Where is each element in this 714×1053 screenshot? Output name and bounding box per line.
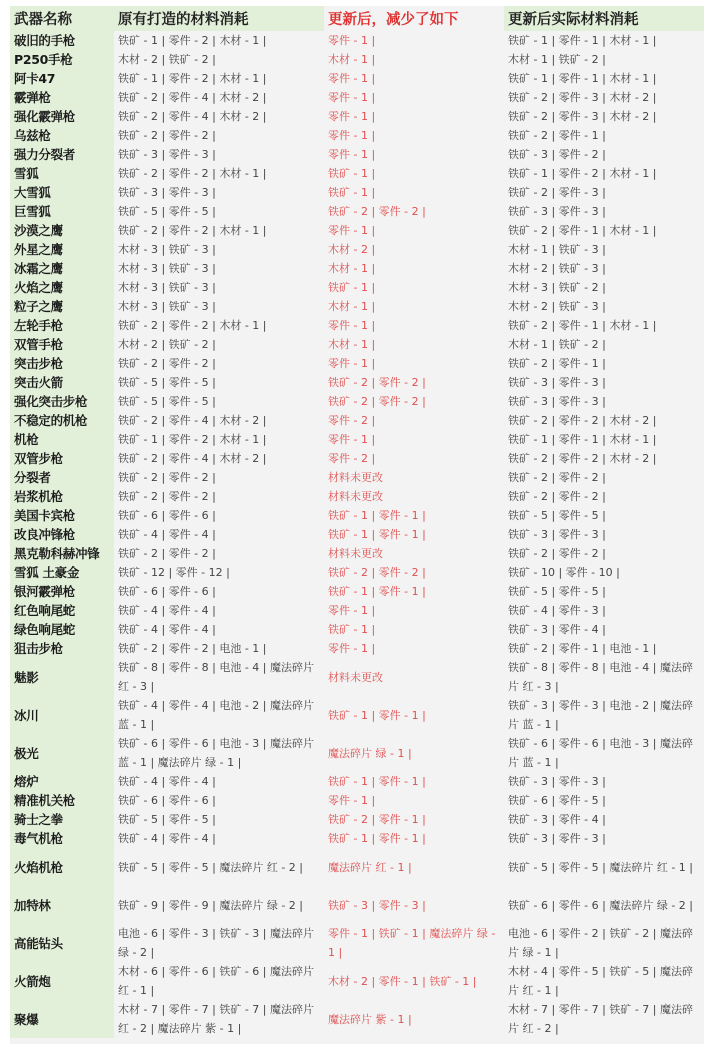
- weapon-name-cell: 阿卡47: [10, 69, 114, 88]
- reduced-cost-cell: 铁矿 - 2 | 零件 - 2 |: [328, 205, 426, 218]
- weapon-name-cell: 左轮手枪: [10, 316, 114, 335]
- reduced-cost-cell: 铁矿 - 1 | 零件 - 1 |: [328, 528, 426, 541]
- weapon-name-cell: 突击火箭: [10, 373, 114, 392]
- original-cost-cell: 铁矿 - 2 | 零件 - 2 | 木材 - 1 |: [118, 167, 267, 180]
- table-row: [10, 373, 704, 392]
- original-cost-cell: 铁矿 - 4 | 零件 - 4 | 电池 - 2 | 魔法碎片 蓝 - 1 |: [118, 699, 314, 731]
- original-cost-cell: 铁矿 - 2 | 零件 - 2 |: [118, 547, 216, 560]
- original-cost-cell: 铁矿 - 5 | 零件 - 5 |: [118, 813, 216, 826]
- table-row: [10, 69, 704, 88]
- table-row: [10, 487, 704, 506]
- table-row: [10, 601, 704, 620]
- weapon-name-cell: 破旧的手枪: [10, 31, 114, 50]
- actual-cost-cell: 铁矿 - 2 | 零件 - 3 | 木材 - 2 |: [508, 91, 657, 104]
- reduced-cost-cell: 零件 - 1 |: [328, 319, 376, 332]
- reduced-cost-cell: 零件 - 1 |: [328, 642, 376, 655]
- original-cost-cell: 铁矿 - 12 | 零件 - 12 |: [118, 566, 230, 579]
- table-row: [10, 563, 704, 582]
- original-cost-cell: 木材 - 3 | 铁矿 - 3 |: [118, 281, 216, 294]
- actual-cost-cell: 铁矿 - 2 | 零件 - 1 |: [508, 357, 606, 370]
- original-cost-cell: 铁矿 - 1 | 零件 - 2 | 木材 - 1 |: [118, 34, 267, 47]
- table-row: [10, 582, 704, 601]
- actual-cost-cell: 木材 - 1 | 铁矿 - 3 |: [508, 243, 606, 256]
- original-cost-cell: 铁矿 - 3 | 零件 - 3 |: [118, 148, 216, 161]
- actual-cost-cell: 铁矿 - 1 | 零件 - 1 | 木材 - 1 |: [508, 72, 657, 85]
- actual-cost-cell: 铁矿 - 3 | 零件 - 3 |: [508, 528, 606, 541]
- original-cost-cell: 木材 - 3 | 铁矿 - 3 |: [118, 262, 216, 275]
- weapon-name-cell: 雪狐 土豪金: [10, 563, 114, 582]
- reduced-cost-cell: 铁矿 - 2 | 零件 - 2 |: [328, 376, 426, 389]
- actual-cost-cell: 铁矿 - 6 | 零件 - 6 | 魔法碎片 绿 - 2 |: [508, 898, 693, 912]
- original-cost-cell: 铁矿 - 2 | 零件 - 4 | 木材 - 2 |: [118, 91, 267, 104]
- original-cost-cell: 木材 - 7 | 零件 - 7 | 铁矿 - 7 | 魔法碎片 红 - 2 | 魔法碎片 紫 - 1 |: [118, 1003, 314, 1035]
- actual-cost-cell: 木材 - 2 | 铁矿 - 3 |: [508, 300, 606, 313]
- original-cost-cell: 铁矿 - 2 | 零件 - 4 | 木材 - 2 |: [118, 110, 267, 123]
- table-row: [10, 772, 704, 791]
- original-cost-cell: 铁矿 - 1 | 零件 - 2 | 木材 - 1 |: [118, 433, 267, 446]
- table-row: [10, 31, 704, 50]
- original-cost-cell: 铁矿 - 2 | 零件 - 2 |: [118, 357, 216, 370]
- table-row: [10, 791, 704, 810]
- original-cost-cell: 铁矿 - 2 | 零件 - 2 |: [118, 490, 216, 503]
- original-cost-cell: 电池 - 6 | 零件 - 3 | 铁矿 - 3 | 魔法碎片 绿 - 2 |: [118, 927, 314, 959]
- actual-cost-cell: 铁矿 - 5 | 零件 - 5 |: [508, 585, 606, 598]
- weapon-materials-table-container: [10, 6, 704, 1044]
- reduced-cost-cell: 铁矿 - 1 | 零件 - 1 |: [328, 832, 426, 845]
- weapon-name-cell: 火焰之鹰: [10, 278, 114, 297]
- table-row: [10, 468, 704, 487]
- weapon-materials-table: [10, 6, 704, 1038]
- weapon-name-cell: 霰弹枪: [10, 88, 114, 107]
- original-cost-cell: 铁矿 - 2 | 零件 - 2 | 木材 - 1 |: [118, 224, 267, 237]
- table-row: [10, 202, 704, 221]
- original-cost-cell: 铁矿 - 2 | 零件 - 4 | 木材 - 2 |: [118, 452, 267, 465]
- reduced-cost-cell: 木材 - 2 | 零件 - 1 | 铁矿 - 1 |: [328, 974, 477, 988]
- table-row: [10, 392, 704, 411]
- reduced-cost-cell: 零件 - 1 |: [328, 110, 376, 123]
- weapon-name-cell: 粒子之鹰: [10, 297, 114, 316]
- weapon-name-cell: 改良冲锋枪: [10, 525, 114, 544]
- table-row: [10, 430, 704, 449]
- weapon-name-cell: 毒气机枪: [10, 829, 114, 848]
- table-row: [10, 335, 704, 354]
- weapon-name-cell: 雪狐: [10, 164, 114, 183]
- reduced-cost-cell: 铁矿 - 1 |: [328, 281, 376, 294]
- original-cost-cell: 铁矿 - 6 | 零件 - 6 |: [118, 509, 216, 522]
- actual-cost-cell: 木材 - 4 | 零件 - 5 | 铁矿 - 5 | 魔法碎片 红 - 1 |: [508, 965, 693, 997]
- reduced-cost-cell: 木材 - 2 |: [328, 243, 376, 256]
- weapon-name-cell: 极光: [10, 734, 114, 772]
- reduced-cost-cell: 零件 - 1 |: [328, 91, 376, 104]
- original-cost-cell: 铁矿 - 4 | 零件 - 4 |: [118, 832, 216, 845]
- table-row: [10, 411, 704, 430]
- weapon-name-cell: 绿色响尾蛇: [10, 620, 114, 639]
- original-cost-cell: 铁矿 - 6 | 零件 - 6 |: [118, 794, 216, 807]
- actual-cost-cell: 铁矿 - 2 | 零件 - 1 | 电池 - 1 |: [508, 642, 657, 655]
- reduced-cost-cell: 木材 - 1 |: [328, 53, 376, 66]
- weapon-name-cell: 加特林: [10, 886, 114, 924]
- table-row: [10, 50, 704, 69]
- weapon-name-cell: 不稳定的机枪: [10, 411, 114, 430]
- actual-cost-cell: 铁矿 - 2 | 零件 - 3 |: [508, 186, 606, 199]
- table-row: [10, 145, 704, 164]
- actual-cost-cell: 铁矿 - 2 | 零件 - 2 | 木材 - 2 |: [508, 414, 657, 427]
- weapon-name-cell: 狙击步枪: [10, 639, 114, 658]
- original-cost-cell: 木材 - 3 | 铁矿 - 3 |: [118, 243, 216, 256]
- reduced-cost-cell: 铁矿 - 1 | 零件 - 1 |: [328, 775, 426, 788]
- original-cost-cell: 铁矿 - 5 | 零件 - 5 | 魔法碎片 红 - 2 |: [118, 860, 303, 874]
- weapon-name-cell: 强力分裂者: [10, 145, 114, 164]
- actual-cost-cell: 铁矿 - 3 | 零件 - 2 |: [508, 148, 606, 161]
- original-cost-cell: 木材 - 2 | 铁矿 - 2 |: [118, 53, 216, 66]
- actual-cost-cell: 木材 - 3 | 铁矿 - 2 |: [508, 281, 606, 294]
- table-row: [10, 164, 704, 183]
- weapon-name-cell: 突击步枪: [10, 354, 114, 373]
- header-weapon-name: 武器名称: [10, 6, 114, 31]
- reduced-cost-cell: 材料未更改: [328, 547, 383, 560]
- weapon-name-cell: 外星之鹰: [10, 240, 114, 259]
- table-row: [10, 962, 704, 1000]
- actual-cost-cell: 铁矿 - 2 | 零件 - 1 | 木材 - 1 |: [508, 224, 657, 237]
- reduced-cost-cell: 零件 - 1 |: [328, 34, 376, 47]
- table-row: [10, 449, 704, 468]
- table-row: [10, 658, 704, 696]
- weapon-name-cell: 强化突击步枪: [10, 392, 114, 411]
- actual-cost-cell: 铁矿 - 5 | 零件 - 5 | 魔法碎片 红 - 1 |: [508, 860, 693, 874]
- original-cost-cell: 铁矿 - 5 | 零件 - 5 |: [118, 376, 216, 389]
- reduced-cost-cell: 铁矿 - 1 | 零件 - 1 |: [328, 585, 426, 598]
- reduced-cost-cell: 零件 - 1 |: [328, 224, 376, 237]
- weapon-name-cell: 强化霰弹枪: [10, 107, 114, 126]
- original-cost-cell: 铁矿 - 6 | 零件 - 6 |: [118, 585, 216, 598]
- table-row: [10, 88, 704, 107]
- actual-cost-cell: 铁矿 - 10 | 零件 - 10 |: [508, 566, 620, 579]
- actual-cost-cell: 铁矿 - 3 | 零件 - 3 |: [508, 376, 606, 389]
- weapon-name-cell: 乌兹枪: [10, 126, 114, 145]
- original-cost-cell: 铁矿 - 1 | 零件 - 2 | 木材 - 1 |: [118, 72, 267, 85]
- table-row: [10, 696, 704, 734]
- weapon-name-cell: 大雪狐: [10, 183, 114, 202]
- actual-cost-cell: 铁矿 - 2 | 零件 - 1 |: [508, 129, 606, 142]
- weapon-name-cell: 冰川: [10, 696, 114, 734]
- weapon-name-cell: 熔炉: [10, 772, 114, 791]
- table-row: [10, 107, 704, 126]
- actual-cost-cell: 电池 - 6 | 零件 - 2 | 铁矿 - 2 | 魔法碎片 绿 - 1 |: [508, 927, 693, 959]
- original-cost-cell: 铁矿 - 4 | 零件 - 4 |: [118, 623, 216, 636]
- reduced-cost-cell: 铁矿 - 2 | 零件 - 2 |: [328, 395, 426, 408]
- original-cost-cell: 铁矿 - 4 | 零件 - 4 |: [118, 775, 216, 788]
- reduced-cost-cell: 铁矿 - 2 | 零件 - 1 |: [328, 813, 426, 826]
- table-row: [10, 1000, 704, 1038]
- table-row: [10, 620, 704, 639]
- reduced-cost-cell: 铁矿 - 3 | 零件 - 3 |: [328, 898, 426, 912]
- weapon-name-cell: 双管手枪: [10, 335, 114, 354]
- original-cost-cell: 铁矿 - 9 | 零件 - 9 | 魔法碎片 绿 - 2 |: [118, 898, 303, 912]
- actual-cost-cell: 木材 - 2 | 铁矿 - 3 |: [508, 262, 606, 275]
- original-cost-cell: 木材 - 6 | 零件 - 6 | 铁矿 - 6 | 魔法碎片 红 - 1 |: [118, 965, 314, 997]
- table-row: [10, 886, 704, 924]
- actual-cost-cell: 木材 - 1 | 铁矿 - 2 |: [508, 53, 606, 66]
- weapon-name-cell: 冰霜之鹰: [10, 259, 114, 278]
- reduced-cost-cell: 木材 - 1 |: [328, 338, 376, 351]
- table-row: [10, 354, 704, 373]
- actual-cost-cell: 铁矿 - 2 | 零件 - 2 |: [508, 471, 606, 484]
- reduced-cost-cell: 材料未更改: [328, 471, 383, 484]
- actual-cost-cell: 铁矿 - 1 | 零件 - 1 | 木材 - 1 |: [508, 433, 657, 446]
- table-row: [10, 183, 704, 202]
- actual-cost-cell: 铁矿 - 5 | 零件 - 5 |: [508, 509, 606, 522]
- table-body: [10, 31, 704, 1038]
- reduced-cost-cell: 零件 - 1 |: [328, 433, 376, 446]
- actual-cost-cell: 铁矿 - 6 | 零件 - 6 | 电池 - 3 | 魔法碎片 蓝 - 1 |: [508, 737, 693, 769]
- reduced-cost-cell: 铁矿 - 1 |: [328, 186, 376, 199]
- reduced-cost-cell: 零件 - 1 |: [328, 72, 376, 85]
- table-row: [10, 240, 704, 259]
- reduced-cost-cell: 铁矿 - 1 |: [328, 167, 376, 180]
- weapon-name-cell: 岩浆机枪: [10, 487, 114, 506]
- actual-cost-cell: 铁矿 - 2 | 零件 - 3 | 木材 - 2 |: [508, 110, 657, 123]
- actual-cost-cell: 铁矿 - 3 | 零件 - 3 |: [508, 775, 606, 788]
- weapon-name-cell: 双管步枪: [10, 449, 114, 468]
- original-cost-cell: 铁矿 - 6 | 零件 - 6 | 电池 - 3 | 魔法碎片 蓝 - 1 | 魔法碎片 绿 - 1 |: [118, 737, 314, 769]
- table-row: [10, 734, 704, 772]
- reduced-cost-cell: 零件 - 1 |: [328, 794, 376, 807]
- reduced-cost-cell: 铁矿 - 1 | 零件 - 1 |: [328, 509, 426, 522]
- original-cost-cell: 铁矿 - 3 | 零件 - 3 |: [118, 186, 216, 199]
- table-row: [10, 525, 704, 544]
- table-row: [10, 221, 704, 240]
- reduced-cost-cell: 铁矿 - 1 |: [328, 623, 376, 636]
- table-row: [10, 639, 704, 658]
- original-cost-cell: 铁矿 - 8 | 零件 - 8 | 电池 - 4 | 魔法碎片 红 - 3 |: [118, 661, 314, 693]
- table-row: [10, 316, 704, 335]
- actual-cost-cell: 铁矿 - 4 | 零件 - 3 |: [508, 604, 606, 617]
- actual-cost-cell: 铁矿 - 1 | 零件 - 1 | 木材 - 1 |: [508, 34, 657, 47]
- table-row: [10, 259, 704, 278]
- table-row: [10, 278, 704, 297]
- table-row: [10, 297, 704, 316]
- weapon-name-cell: 高能钻头: [10, 924, 114, 962]
- original-cost-cell: 铁矿 - 2 | 零件 - 4 | 木材 - 2 |: [118, 414, 267, 427]
- actual-cost-cell: 铁矿 - 2 | 零件 - 2 |: [508, 547, 606, 560]
- original-cost-cell: 铁矿 - 5 | 零件 - 5 |: [118, 395, 216, 408]
- weapon-name-cell: 美国卡宾枪: [10, 506, 114, 525]
- actual-cost-cell: 铁矿 - 8 | 零件 - 8 | 电池 - 4 | 魔法碎片 红 - 3 |: [508, 661, 693, 693]
- original-cost-cell: 铁矿 - 2 | 零件 - 2 | 电池 - 1 |: [118, 642, 267, 655]
- table-row: [10, 848, 704, 886]
- actual-cost-cell: 铁矿 - 3 | 零件 - 4 |: [508, 623, 606, 636]
- actual-cost-cell: 铁矿 - 2 | 零件 - 1 | 木材 - 1 |: [508, 319, 657, 332]
- actual-cost-cell: 木材 - 7 | 零件 - 7 | 铁矿 - 7 | 魔法碎片 红 - 2 |: [508, 1003, 693, 1035]
- reduced-cost-cell: 零件 - 1 |: [328, 604, 376, 617]
- weapon-name-cell: 机枪: [10, 430, 114, 449]
- table-row: [10, 829, 704, 848]
- weapon-name-cell: 巨雪狐: [10, 202, 114, 221]
- table-header-row: [10, 6, 704, 31]
- actual-cost-cell: 铁矿 - 2 | 零件 - 2 | 木材 - 2 |: [508, 452, 657, 465]
- reduced-cost-cell: 魔法碎片 紫 - 1 |: [328, 1012, 412, 1026]
- header-original-cost: 原有打造的材料消耗: [114, 6, 324, 31]
- table-row: [10, 924, 704, 962]
- actual-cost-cell: 木材 - 1 | 铁矿 - 2 |: [508, 338, 606, 351]
- reduced-cost-cell: 零件 - 1 |: [328, 357, 376, 370]
- reduced-cost-cell: 零件 - 1 |: [328, 129, 376, 142]
- original-cost-cell: 铁矿 - 4 | 零件 - 4 |: [118, 604, 216, 617]
- weapon-name-cell: 魅影: [10, 658, 114, 696]
- weapon-name-cell: 精准机关枪: [10, 791, 114, 810]
- table-row: [10, 506, 704, 525]
- actual-cost-cell: 铁矿 - 3 | 零件 - 3 |: [508, 832, 606, 845]
- actual-cost-cell: 铁矿 - 3 | 零件 - 3 |: [508, 395, 606, 408]
- reduced-cost-cell: 零件 - 2 |: [328, 452, 376, 465]
- reduced-cost-cell: 零件 - 2 |: [328, 414, 376, 427]
- weapon-name-cell: 骑士之拳: [10, 810, 114, 829]
- actual-cost-cell: 铁矿 - 2 | 零件 - 2 |: [508, 490, 606, 503]
- reduced-cost-cell: 零件 - 1 | 铁矿 - 1 | 魔法碎片 绿 - 1 |: [328, 927, 496, 959]
- reduced-cost-cell: 铁矿 - 1 | 零件 - 1 |: [328, 708, 426, 722]
- original-cost-cell: 木材 - 2 | 铁矿 - 2 |: [118, 338, 216, 351]
- actual-cost-cell: 铁矿 - 3 | 零件 - 4 |: [508, 813, 606, 826]
- reduced-cost-cell: 零件 - 1 |: [328, 148, 376, 161]
- weapon-name-cell: 分裂者: [10, 468, 114, 487]
- reduced-cost-cell: 木材 - 1 |: [328, 262, 376, 275]
- reduced-cost-cell: 木材 - 1 |: [328, 300, 376, 313]
- original-cost-cell: 铁矿 - 2 | 零件 - 2 |: [118, 471, 216, 484]
- reduced-cost-cell: 材料未更改: [328, 670, 383, 684]
- weapon-name-cell: 聚爆: [10, 1000, 114, 1038]
- original-cost-cell: 木材 - 3 | 铁矿 - 3 |: [118, 300, 216, 313]
- reduced-cost-cell: 魔法碎片 绿 - 1 |: [328, 746, 412, 760]
- reduced-cost-cell: 铁矿 - 2 | 零件 - 2 |: [328, 566, 426, 579]
- weapon-name-cell: 红色响尾蛇: [10, 601, 114, 620]
- weapon-name-cell: 火焰机枪: [10, 848, 114, 886]
- table-row: [10, 544, 704, 563]
- reduced-cost-cell: 魔法碎片 红 - 1 |: [328, 860, 412, 874]
- weapon-name-cell: 黑克勒科赫冲锋: [10, 544, 114, 563]
- header-actual-cost: 更新后实际材料消耗: [504, 6, 704, 31]
- header-reduced-cost: 更新后，减少了如下: [324, 6, 504, 31]
- weapon-name-cell: 银河霰弹枪: [10, 582, 114, 601]
- actual-cost-cell: 铁矿 - 3 | 零件 - 3 | 电池 - 2 | 魔法碎片 蓝 - 1 |: [508, 699, 693, 731]
- table-row: [10, 810, 704, 829]
- table-row: [10, 126, 704, 145]
- original-cost-cell: 铁矿 - 2 | 零件 - 2 |: [118, 129, 216, 142]
- original-cost-cell: 铁矿 - 5 | 零件 - 5 |: [118, 205, 216, 218]
- reduced-cost-cell: 材料未更改: [328, 490, 383, 503]
- weapon-name-cell: 沙漠之鹰: [10, 221, 114, 240]
- weapon-name-cell: P250手枪: [10, 50, 114, 69]
- original-cost-cell: 铁矿 - 4 | 零件 - 4 |: [118, 528, 216, 541]
- original-cost-cell: 铁矿 - 2 | 零件 - 2 | 木材 - 1 |: [118, 319, 267, 332]
- actual-cost-cell: 铁矿 - 6 | 零件 - 5 |: [508, 794, 606, 807]
- actual-cost-cell: 铁矿 - 3 | 零件 - 3 |: [508, 205, 606, 218]
- weapon-name-cell: 火箭炮: [10, 962, 114, 1000]
- actual-cost-cell: 铁矿 - 1 | 零件 - 2 | 木材 - 1 |: [508, 167, 657, 180]
